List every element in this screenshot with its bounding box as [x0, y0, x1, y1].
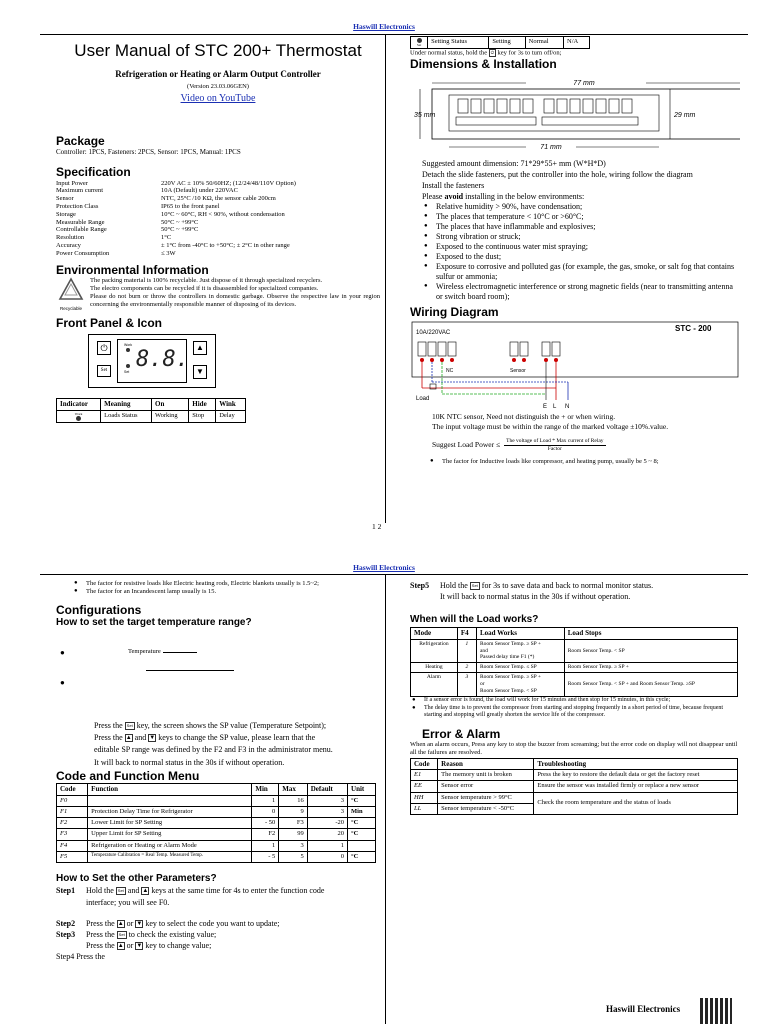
load-notes	[410, 697, 740, 720]
works-line: and	[479, 647, 488, 654]
spec-label: Power Consumption	[56, 249, 110, 257]
table-cell: Upper Limit for SP Setting	[88, 829, 252, 840]
install-line-2: Detach the slide fasteners, put the controller into the hole, wiring follow the diagram	[422, 169, 693, 179]
specification-heading: Specification	[56, 165, 131, 180]
nc-label: NC	[446, 367, 454, 374]
table-cell: 3	[307, 796, 347, 807]
table-cell: HH	[411, 792, 438, 803]
page1-top-rule	[40, 34, 748, 35]
table-header: Function	[88, 784, 252, 796]
table-cell: Normal	[525, 37, 563, 49]
table-cell: Work	[57, 411, 101, 423]
page2-top-rule	[40, 574, 748, 575]
table-cell: F0	[57, 796, 88, 807]
table-header: Reason	[438, 758, 534, 770]
table-cell: F1	[57, 807, 88, 818]
load-works-heading: When will the Load works?	[410, 614, 539, 626]
table-header: Code	[57, 784, 88, 796]
load-label: Load	[416, 395, 430, 402]
works-line: Room Sensor Temp. ≥ SP +	[479, 640, 541, 647]
table-cell: E1	[411, 770, 438, 781]
table-row	[411, 792, 738, 803]
table-row	[411, 673, 738, 697]
step4-line: Step4 Press the	[56, 952, 105, 962]
dimensions-heading: Dimensions & Installation	[410, 56, 557, 71]
table-cell: The memory unit is broken	[438, 770, 534, 781]
table-cell: 0	[307, 851, 347, 862]
recycle-icon	[58, 277, 84, 303]
error-table	[410, 758, 738, 815]
spec-label: Controllable Range	[56, 226, 107, 234]
table-cell: 1	[252, 796, 279, 807]
table-cell: 3	[279, 840, 307, 851]
table-header: Meaning	[101, 399, 152, 411]
spec-value: 220V AC ± 10% 50/60HZ; (12/24/48/110V Option)	[161, 179, 296, 187]
table-row	[57, 818, 376, 829]
sensor-label: Sensor	[510, 367, 526, 374]
height-left-label: 35 mm	[414, 112, 436, 120]
spec-value: 10A (Default) under 220VAC	[161, 187, 238, 195]
page2-left-column	[56, 580, 380, 1024]
factor-list-2	[56, 580, 380, 597]
line-label: L	[553, 403, 557, 410]
up-arrow-button[interactable]: ▲	[193, 341, 207, 355]
table-header: Wink	[216, 399, 246, 411]
package-text: Controller: 1PCS, Fasteners: 2PCS, Sensor: 1PCS, Manual: 1PCS	[56, 148, 241, 157]
table-header: Code	[411, 758, 438, 770]
formula-denominator: Factor	[547, 445, 562, 452]
spec-label: Storage	[56, 210, 76, 218]
table-cell: - 5	[252, 851, 279, 862]
table-cell: Room Sensor Temp. < SP	[564, 639, 737, 663]
table-cell: °C	[348, 851, 376, 862]
table-header: F4	[457, 627, 476, 639]
indicator-table	[56, 398, 246, 423]
wiring-note-1: 10K NTC sensor, Need not distinguish the + or when wiring.	[432, 411, 616, 421]
video-link[interactable]: Video on YouTube	[180, 92, 256, 104]
work-led-icon	[126, 348, 130, 352]
power-button[interactable]: ⏻	[97, 341, 111, 355]
avoid-item: ● The places that have inflammable and explosives;	[422, 222, 740, 232]
formula-numerator: The voltage of Load * Max current of Relay	[506, 437, 604, 444]
avoid-list	[410, 202, 740, 302]
bullet-icon-2: ●	[60, 677, 65, 687]
table-cell: Setting Status	[428, 37, 489, 49]
spec-value: ≤ 3W	[161, 249, 176, 257]
table-cell: 20	[307, 829, 347, 840]
table-row	[411, 639, 738, 663]
subtitle: Refrigeration or Heating or Alarm Output Controller	[115, 69, 321, 80]
width-bottom-label: 71 mm	[540, 144, 562, 152]
table-header: On	[152, 399, 189, 411]
config-question: How to set the target temperature range?	[56, 617, 252, 629]
footer-brand: Haswill Electronics	[606, 1004, 681, 1014]
table-cell: 16	[279, 796, 307, 807]
table-cell: 3	[457, 673, 476, 697]
spec-label: Protection Class	[56, 202, 99, 210]
table-header: Troubleshooting	[534, 758, 738, 770]
table-row	[57, 840, 376, 851]
up-key-icon: ▲	[125, 735, 132, 742]
table-cell: 9	[279, 807, 307, 818]
table-cell: Lower Limit for SP Setting	[88, 818, 252, 829]
env-p2: The electro components can be recycled if it is disassembled for specialized companies.	[90, 284, 319, 292]
sp-instructions: Press the Set key, the screen shows the SP value (Temperature Setpoint); Press the ▲ and ▼ keys to change the SP value, please learn that the editable SP range was defined by the F2 and F3 in the administrator menu. It will back to normal status in the 30s if without operation.	[94, 720, 333, 767]
table-cell: Room Sensor Temp. ≥ SP +	[564, 663, 737, 673]
formula-label: Suggest Load Power ≤	[432, 440, 501, 450]
spec-value: ± 1°C from -40°C to +50°C; ± 2°C in other range	[161, 241, 290, 249]
works-line: Room Sensor Temp. < SP	[479, 687, 537, 694]
table-cell: 0	[252, 807, 279, 818]
table-cell: Setting	[489, 37, 525, 49]
table-cell: °C	[348, 796, 376, 807]
note-item: ● The delay time is to prevent the compressor from starting and stopping frequently in a short period of time, because frequent starting and stopping will greatly shorten the service life of the compressor.	[410, 705, 740, 721]
table-header: Max	[279, 784, 307, 796]
power-key-icon: ⏻	[490, 50, 494, 56]
table-cell	[476, 673, 564, 697]
neutral-label: N	[565, 403, 570, 410]
specification-list	[56, 180, 380, 258]
table-cell: Alarm	[411, 673, 458, 697]
table-row	[57, 829, 376, 840]
led-icon	[76, 416, 81, 421]
recycle-block	[56, 277, 86, 311]
works-line: or	[479, 681, 485, 687]
model-label: STC - 200	[675, 323, 712, 333]
environmental-block	[56, 277, 380, 311]
table-cell: Min	[348, 807, 376, 818]
spec-label: Accuracy	[56, 241, 81, 249]
table-row	[411, 781, 738, 792]
spec-value: 50°C ~ +99°C	[161, 218, 199, 226]
package-heading: Package	[56, 134, 105, 149]
avoid-item: ● Relative humidity > 90%, have condensation;	[422, 202, 740, 212]
table-cell: Temperature Calibration = Real Temp. Measured Temp.	[88, 851, 252, 862]
table-cell: Delay	[216, 411, 246, 423]
width-top-label: 77 mm	[573, 80, 595, 88]
set-button[interactable]: Set	[97, 365, 111, 377]
install-line-1: Suggested amount dimension: 71*29*55+ mm (W*H*D)	[422, 159, 606, 169]
table-cell: °C	[348, 829, 376, 840]
load-works-table	[410, 627, 738, 697]
factor-inductive: ● The factor for Inductive loads like compressor, and heating pump, usually be 5 ~ 8;	[428, 458, 740, 466]
avoid-item: ● Exposed to the dust;	[422, 252, 740, 262]
front-panel-diagram	[88, 334, 216, 388]
spec-label: Measurable Range	[56, 218, 105, 226]
works-line: Passed delay time F1 (*)	[479, 654, 535, 661]
table-header: Unit	[348, 784, 376, 796]
table-cell: N/A	[564, 37, 590, 49]
spec-label: Resolution	[56, 234, 85, 242]
table-cell: F4	[57, 840, 88, 851]
table-cell: Loads Status	[101, 411, 152, 423]
table-cell	[88, 796, 252, 807]
wiring-diagram	[410, 320, 740, 410]
recycle-label: Recyclable	[59, 305, 82, 311]
table-row	[411, 770, 738, 781]
table-cell: Sensor temperature < -50°C	[438, 803, 534, 814]
code-function-table	[56, 783, 376, 863]
environmental-heading: Environmental Information	[56, 262, 209, 277]
table-row	[57, 796, 376, 807]
work-label: Work	[124, 343, 133, 348]
earth-label: E	[543, 403, 548, 410]
note-item: ● If a sensor error is found, the load will work for 15 minutes and then stop for 15 minutes, in this cycle;	[410, 697, 740, 705]
set-key-icon-2: Set	[117, 888, 124, 894]
factor-list	[410, 458, 740, 466]
error-heading: Error & Alarm	[422, 727, 501, 742]
down-key-icon: ▼	[149, 735, 156, 742]
set-key-icon: Set	[126, 722, 133, 728]
spec-label: Maximum current	[56, 187, 104, 195]
setting-status-table	[410, 36, 590, 49]
env-p3: Please do not burn or throw the controllers in domestic garbage. Observe the respective law in your region concerning the environmentally responsible manner of disposing of its devices.	[90, 293, 380, 309]
table-header: Indicator	[57, 399, 101, 411]
table-header: Default	[307, 784, 347, 796]
page1-left-column	[56, 36, 380, 526]
avoid-item: ● Exposed to the continuous water mist spraying;	[422, 242, 740, 252]
table-cell: Press the key to restore the default data or get the factory reset	[534, 770, 738, 781]
load-power-formula	[410, 438, 740, 453]
step5-block: Step5 Hold the Set for 3s to save data and back to normal monitor status. It will back to normal status in the 30s if without operation.	[410, 581, 654, 602]
table-cell: F3	[57, 829, 88, 840]
table-header: Hide	[189, 399, 216, 411]
spec-value: 10°C ~ 60°C, RH < 90%, without condensation	[161, 210, 285, 218]
page1-divider	[385, 35, 386, 523]
table-cell: -20	[307, 818, 347, 829]
temperature-label: Temperature	[128, 648, 197, 656]
spec-value: 50°C ~ +99°C	[161, 226, 199, 234]
set-led-label: Set	[124, 370, 130, 375]
works-line: Room Sensor Temp. ≥ SP +	[479, 674, 541, 681]
avoid-item: ● The places that temperature < 10°C or >60°C;	[422, 212, 740, 222]
page-title: User Manual of STC 200+ Thermostat	[74, 41, 362, 60]
table-cell	[348, 840, 376, 851]
table-cell: 2	[457, 663, 476, 673]
avoid-line: Please avoid installing in the below environments:	[422, 191, 585, 201]
table-header: Mode	[411, 627, 458, 639]
factor-item: ● The factor for resistive loads like Electric heating rods, Electric blankets usually is 1.5~2;	[72, 580, 380, 588]
table-cell: °C	[348, 818, 376, 829]
height-right-label: 29 mm	[674, 112, 696, 120]
version: (Version 23.03.06GEN)	[187, 82, 249, 90]
env-p1: The packing material is 100% recyclable. Just dispose of it through specialized recyclers.	[90, 276, 323, 284]
up-key-icon-2: ▲	[142, 888, 149, 895]
spec-value: IP65 to the front panel	[161, 202, 220, 210]
table-cell: Protection Delay Time for Refrigerator	[88, 807, 252, 818]
dimension-drawing	[414, 71, 740, 153]
page2-divider	[385, 575, 386, 1024]
page2-right-column	[410, 580, 740, 1024]
wiring-notes	[410, 412, 740, 432]
table-cell: LL	[411, 803, 438, 814]
setting-note: Under normal status, hold the ⏻ key for 3s to turn off/on;	[410, 49, 562, 57]
table-cell: F5	[57, 851, 88, 862]
bullet-icon: ●	[60, 647, 65, 657]
table-cell: 3	[307, 807, 347, 818]
set-led-icon	[126, 364, 130, 368]
table-cell: Sensor error	[438, 781, 534, 792]
avoid-item: ● Strong vibration or struck;	[422, 232, 740, 242]
table-cell: Ensure the sensor was installed firmly or replace a new sensor	[534, 781, 738, 792]
qr-code-icon	[700, 998, 732, 1024]
table-cell: Set	[411, 37, 428, 49]
temperature-range-diagram	[56, 630, 380, 720]
factor-item: ● The factor for an Incandescent lamp usually is 15.	[72, 588, 380, 596]
brand-header-1[interactable]: Haswill Electronics	[353, 22, 415, 31]
table-row	[57, 807, 376, 818]
table-header: Min	[252, 784, 279, 796]
table-row	[57, 851, 376, 862]
other-params-heading: How to Set the other Parameters?	[56, 872, 217, 884]
avoid-item: ● Exposure to corrosive and polluted gas (for example, the gas, smoke, or salt fog that contains sulfur or ammonia;	[422, 262, 740, 282]
spec-label: Input Power	[56, 179, 88, 187]
table-header: Load Stops	[564, 627, 737, 639]
code-menu-heading: Code and Function Menu	[56, 769, 200, 784]
page1-right-column	[410, 36, 740, 526]
table-cell: 1	[457, 639, 476, 663]
down-arrow-button[interactable]: ▼	[193, 365, 207, 379]
display-frame	[117, 339, 187, 383]
rating-label: 10A/220VAC	[416, 329, 451, 336]
table-row	[411, 663, 738, 673]
spec-value: NTC, 25°C /10 KΩ, the sensor cable 200cm	[161, 195, 276, 203]
table-cell: 1	[252, 840, 279, 851]
table-cell: F2	[252, 829, 279, 840]
table-cell: Room Sensor Temp. < SP + and Room Sensor Temp. ≥SP	[564, 673, 737, 697]
brand-header-2[interactable]: Haswill Electronics	[353, 563, 415, 572]
table-cell: Working	[152, 411, 189, 423]
table-cell: 1	[307, 840, 347, 851]
steps-block: Step1 Hold the Set and ▲ keys at the same time for 4s to enter the function code interface; you will see F0. Step2 Press the ▲ or ▼ key to select the code you want to update; Step3 Press the Set to check the existing value; Press the ▲ or ▼ key to change value; Step4 Press the	[56, 885, 380, 962]
table-cell: Heating	[411, 663, 458, 673]
table-cell	[476, 639, 564, 663]
spec-label: Sensor	[56, 195, 74, 203]
table-cell	[476, 663, 564, 673]
install-line-3: Install the fasteners	[422, 180, 485, 190]
config-heading: Configurations	[56, 602, 142, 617]
table-cell: 5	[279, 851, 307, 862]
spec-value: 1°C	[161, 234, 172, 242]
range-line	[146, 670, 234, 671]
table-cell: Check the room temperature and the status of loads	[534, 792, 738, 814]
table-cell: F2	[57, 818, 88, 829]
table-cell: Sensor temperature > 99°C	[438, 792, 534, 803]
avoid-item: ● Wireless electromagnetic interference or strong magnetic fields (near to transmitting antenna or switch board room);	[422, 282, 740, 302]
table-cell: F3	[279, 818, 307, 829]
table-cell: Refrigeration	[411, 639, 458, 663]
table-cell: Stop	[189, 411, 216, 423]
seven-segment-display: 8.8.	[136, 347, 189, 373]
page-numbers: 1 2	[372, 522, 382, 531]
wiring-heading: Wiring Diagram	[410, 305, 499, 320]
error-intro: When an alarm occurs, Press any key to stop the buzzer from screaming; but the error code on display will not disappear until all the failures are resolved.	[410, 741, 738, 757]
install-text	[410, 159, 740, 202]
table-cell: - 50	[252, 818, 279, 829]
front-panel-heading: Front Panel & Icon	[56, 316, 163, 331]
wiring-note-2: The input voltage must be within the range of the marked voltage ±10%.value.	[432, 421, 669, 431]
works-line: Room Sensor Temp. ≤ SP	[479, 664, 537, 671]
table-header: Load Works	[476, 627, 564, 639]
set-key-icon-3: Set	[471, 583, 478, 589]
table-cell: EE	[411, 781, 438, 792]
table-cell: 99	[279, 829, 307, 840]
table-cell: Refrigeration or Heating or Alarm Mode	[88, 840, 252, 851]
